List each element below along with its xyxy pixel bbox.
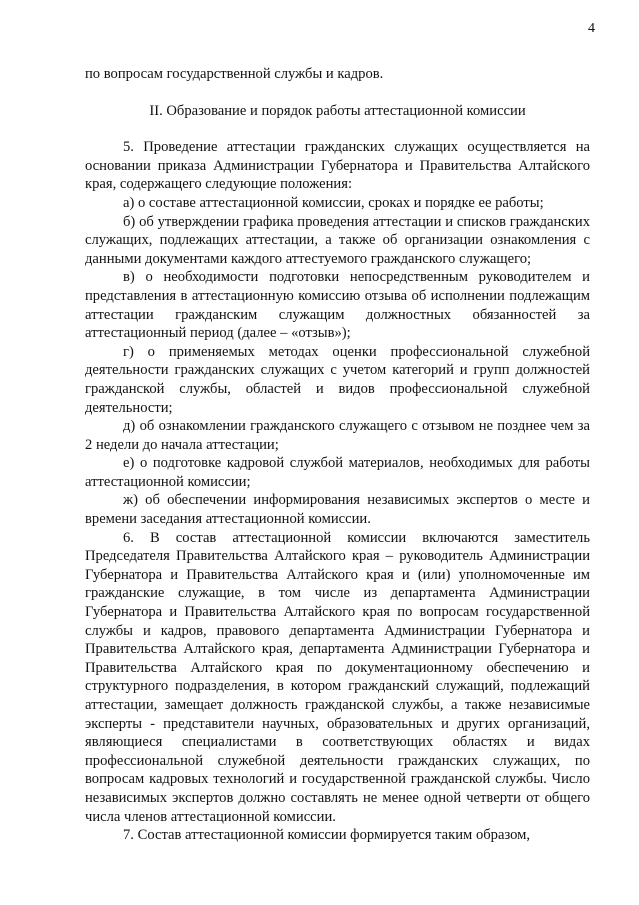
paragraph-5b: б) об утверждении графика проведения аттестации и списков гражданских служащих, подлежащих аттестации, а также об организации ознакомления с данными документами каждого аттестуемого гражданского служащего; — [85, 213, 590, 267]
section-heading: II. Образование и порядок работы аттестационной комиссии — [149, 102, 526, 119]
paragraph-5zh: ж) об обеспечении информирования независимых экспертов о месте и времени заседания аттестационной комиссии. — [85, 492, 590, 528]
paragraph-6: 6. В состав аттестационной комиссии включаются заместитель Председателя Правительства Алтайского края – руководитель Администрации Губернатора и Правительства Алтайского края и (или) уполномоченные им гражданские служащие, в том числе из департамента Администрации Губернатора и Правительства Алтайского края по вопросам государственной службы и кадров, правового департамента Администрации Губернатора и Правительства Алтайского края, департамента Администрации Губернатора и Правительства Алтайского края по документационному обеспечению и структурного подразделения, в котором гражданский служащий, подлежащий аттестации, замещает должность гражданской службы, а также независимые эксперты - представители научных, образовательных и других организаций, являющиеся специалистами в соответствующих областях и видах профессиональной служебной деятельности гражданских служащих, по вопросам кадровых технологий и государственной гражданской службы. Число независимых экспертов должно составлять не менее одной четверти от общего числа членов аттестационной комиссии. — [85, 529, 590, 825]
paragraph-continuation: по вопросам государственной службы и кадров. — [85, 66, 384, 82]
document-body — [85, 65, 590, 845]
paragraph-5a: а) о составе аттестационной комиссии, сроках и порядке ее работы; — [123, 194, 544, 211]
paragraph-5v: в) о необходимости подготовки непосредственным руководителем и представления в аттестационную комиссию отзыва об исполнении подлежащим аттестации гражданским служащим должностных обязанностей за аттестационный период (далее – «отзыв»); — [85, 269, 590, 342]
page-number: 4 — [588, 21, 595, 36]
paragraph-5d: д) об ознакомлении гражданского служащего с отзывом не позднее чем за 2 недели до начала аттестации; — [85, 418, 590, 453]
paragraph-5g: г) о применяемых методах оценки профессиональной служебной деятельности гражданских служащих с учетом категорий и групп должностей гражданской службы, областей и видов профессиональной служебной деятельности; — [85, 343, 590, 416]
paragraph-5: 5. Проведение аттестации гражданских служащих осуществляется на основании приказа Администрации Губернатора и Правительства Алтайского края, содержащего следующие положения: — [85, 139, 590, 193]
paragraph-7: 7. Состав аттестационной комиссии формируется таким образом, — [123, 827, 531, 844]
paragraph-5e: е) о подготовке кадровой службой материалов, необходимых для работы аттестационной комиссии; — [85, 455, 590, 490]
